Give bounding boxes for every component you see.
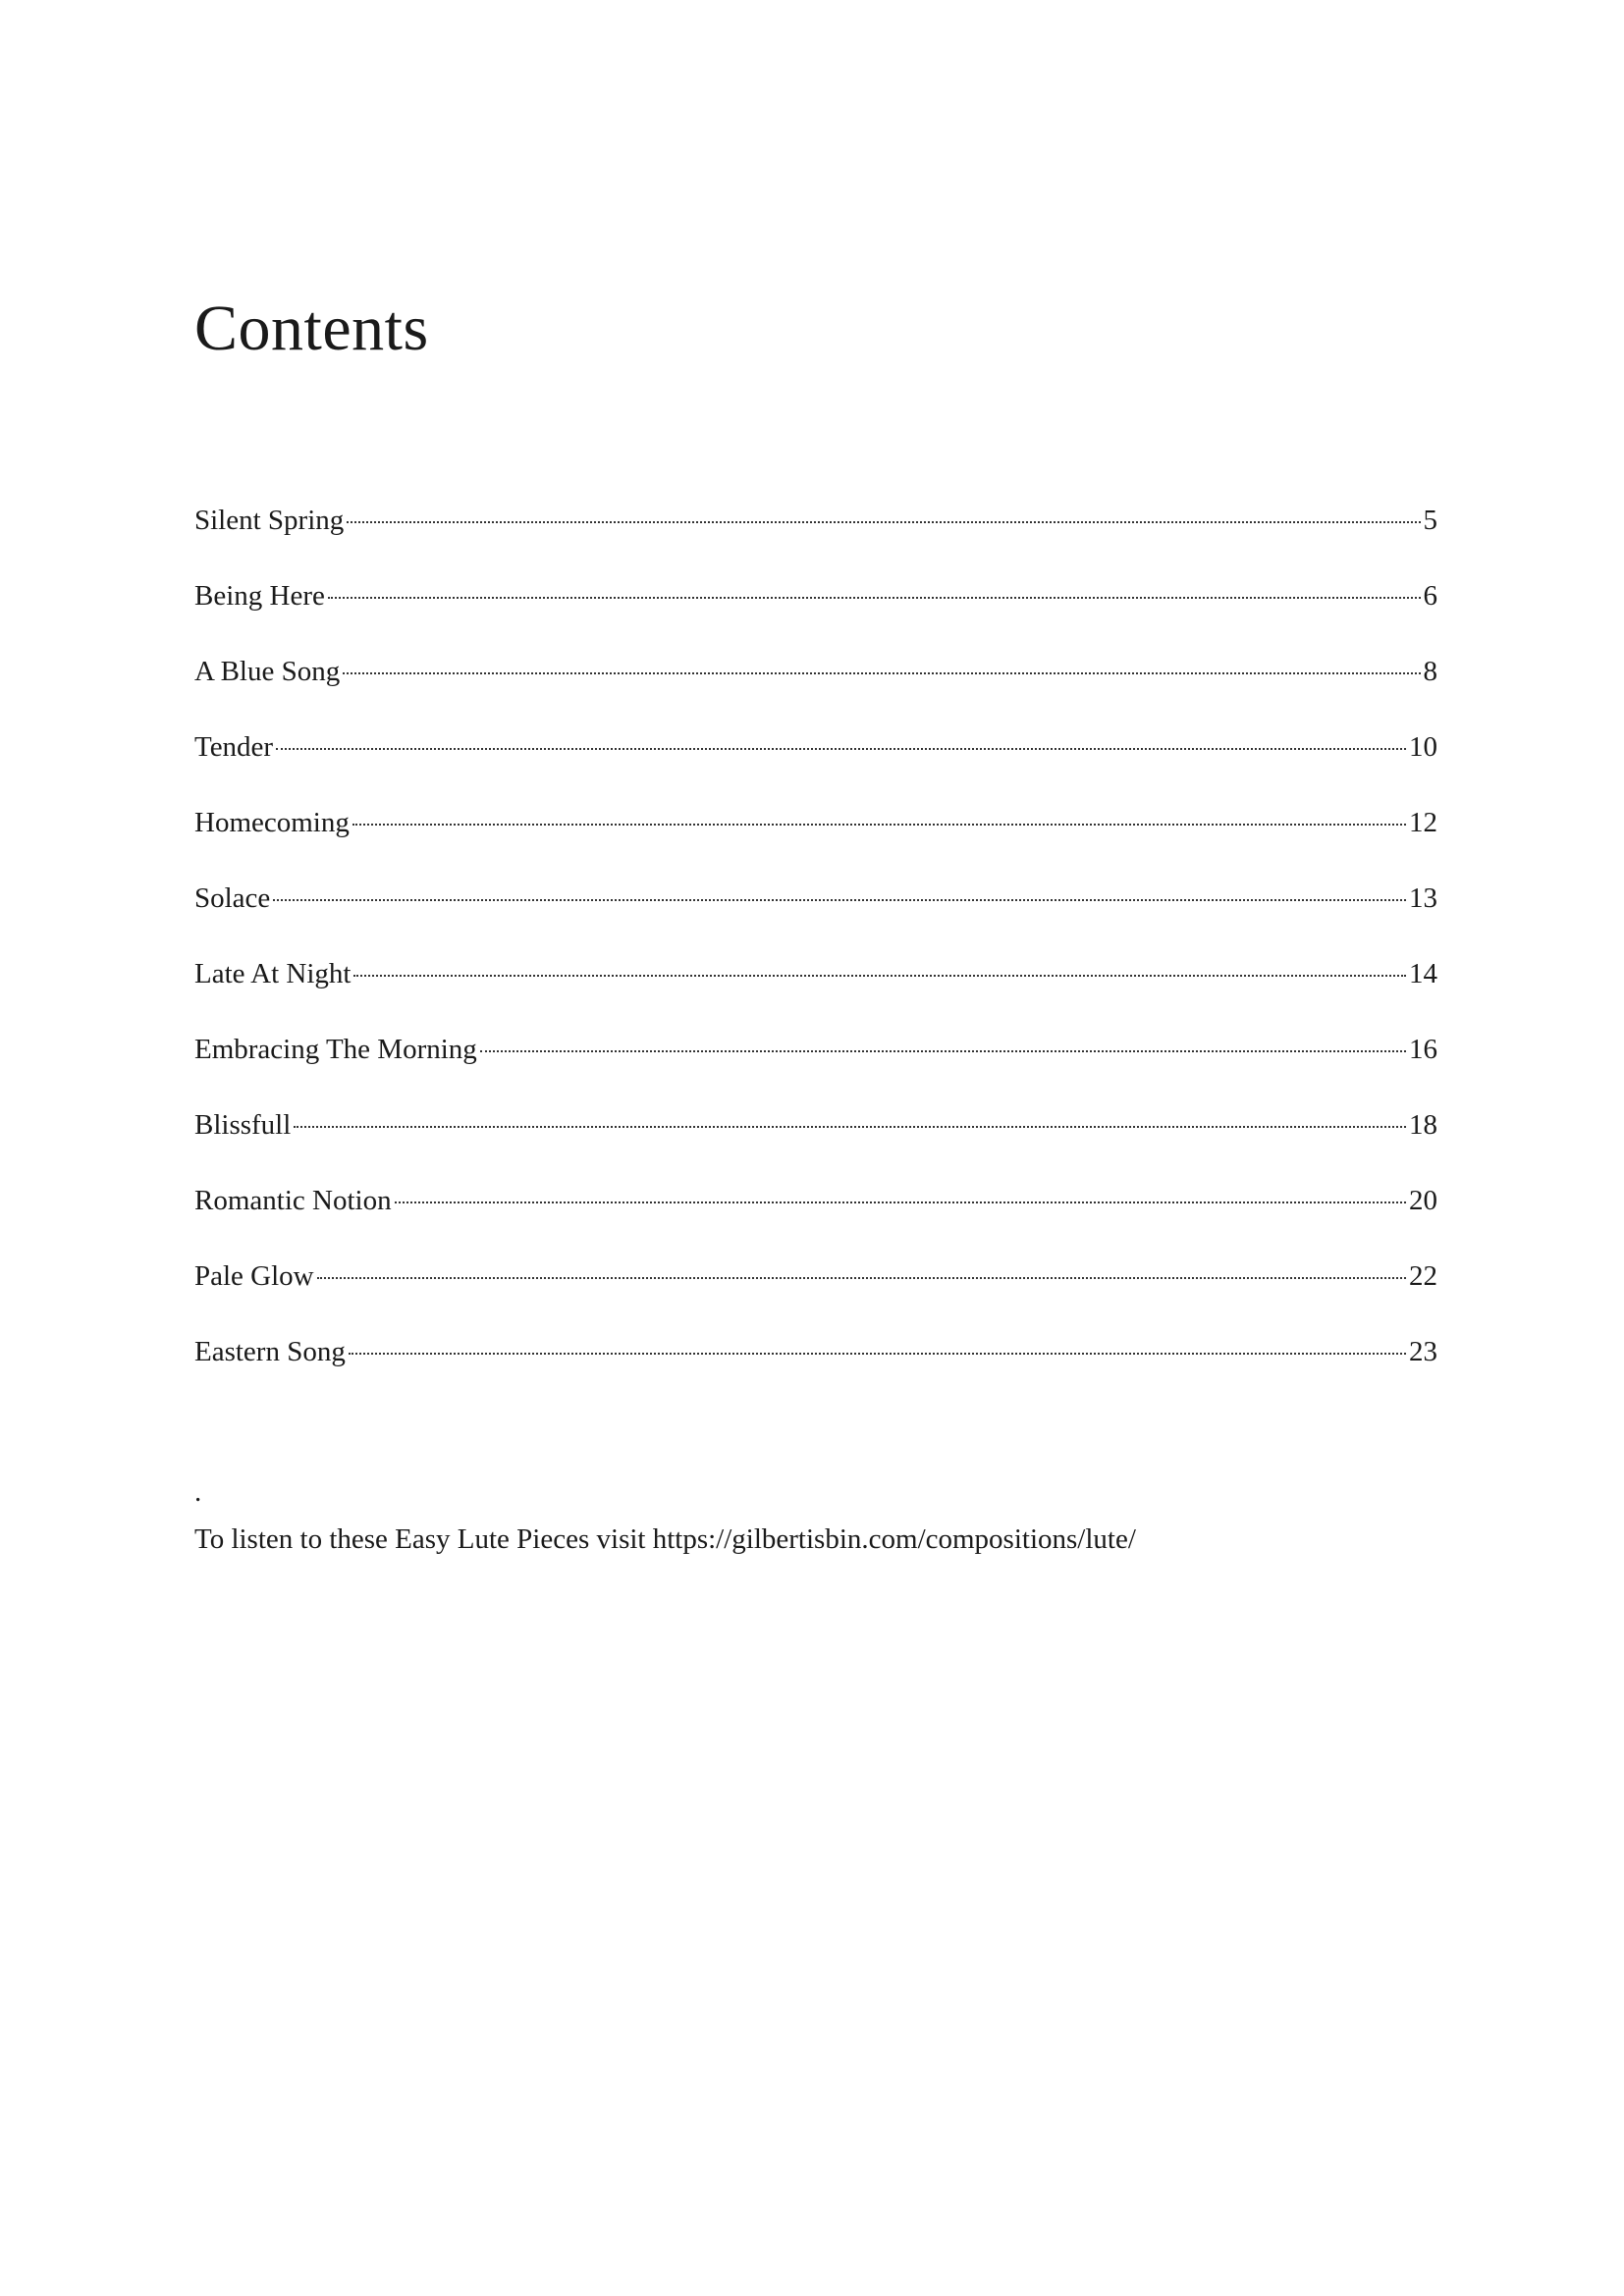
toc-entry-title: Romantic Notion — [194, 1185, 392, 1216]
dot-leader — [353, 975, 1406, 977]
toc-entry-page: 14 — [1409, 958, 1437, 989]
toc-entry-page: 18 — [1409, 1109, 1437, 1141]
toc-entry-title: Late At Night — [194, 958, 352, 989]
dot-leader — [317, 1277, 1406, 1279]
toc-entry-page: 22 — [1409, 1260, 1437, 1292]
listen-note — [194, 1520, 1136, 1559]
table-of-contents — [194, 501, 1437, 1408]
toc-entry-page: 8 — [1423, 656, 1437, 687]
toc-entry-page: 5 — [1423, 505, 1437, 536]
dot-leader — [273, 899, 1406, 901]
dot-leader — [294, 1126, 1406, 1128]
toc-entry-silent-spring[interactable] — [194, 501, 1437, 576]
toc-entry-pale-glow[interactable] — [194, 1256, 1437, 1332]
toc-entry-title: Tender — [194, 731, 274, 763]
toc-entry-page: 12 — [1409, 807, 1437, 838]
toc-entry-homecoming[interactable] — [194, 803, 1437, 879]
toc-entry-page: 6 — [1423, 580, 1437, 612]
dot-leader — [352, 824, 1406, 826]
dot-leader — [480, 1050, 1406, 1052]
toc-entry-blissfull[interactable] — [194, 1105, 1437, 1181]
toc-entry-page: 20 — [1409, 1185, 1437, 1216]
toc-entry-late-at-night[interactable] — [194, 954, 1437, 1030]
toc-entry-title: Pale Glow — [194, 1260, 314, 1292]
page-title: Contents — [194, 293, 429, 364]
toc-entry-title: Homecoming — [194, 807, 350, 838]
toc-entry-page: 16 — [1409, 1034, 1437, 1065]
toc-entry-embracing-the-morning[interactable] — [194, 1030, 1437, 1105]
toc-entry-solace[interactable] — [194, 879, 1437, 954]
footer-dot: . — [194, 1476, 202, 1508]
toc-entry-romantic-notion[interactable] — [194, 1181, 1437, 1256]
lute-compositions-link[interactable]: https://gilbertisbin.com/compositions/lute/ — [652, 1523, 1136, 1555]
toc-entry-title: Eastern Song — [194, 1336, 346, 1367]
dot-leader — [343, 672, 1420, 674]
toc-entry-title: Blissfull — [194, 1109, 292, 1141]
toc-entry-eastern-song[interactable] — [194, 1332, 1437, 1408]
toc-entry-title: Being Here — [194, 580, 325, 612]
toc-entry-title: Solace — [194, 882, 271, 914]
dot-leader — [276, 748, 1406, 750]
toc-entry-title: Embracing The Morning — [194, 1034, 477, 1065]
dot-leader — [395, 1201, 1406, 1203]
toc-entry-being-here[interactable] — [194, 576, 1437, 652]
toc-entry-page: 23 — [1409, 1336, 1437, 1367]
dot-leader — [347, 521, 1420, 523]
toc-entry-title: Silent Spring — [194, 505, 345, 536]
dot-leader — [328, 597, 1421, 599]
listen-note-text: To listen to these Easy Lute Pieces visit — [194, 1523, 646, 1555]
toc-entry-title: A Blue Song — [194, 656, 341, 687]
toc-entry-page: 13 — [1409, 882, 1437, 914]
toc-entry-page: 10 — [1409, 731, 1437, 763]
dot-leader — [349, 1353, 1406, 1355]
toc-entry-a-blue-song[interactable] — [194, 652, 1437, 727]
toc-entry-tender[interactable] — [194, 727, 1437, 803]
